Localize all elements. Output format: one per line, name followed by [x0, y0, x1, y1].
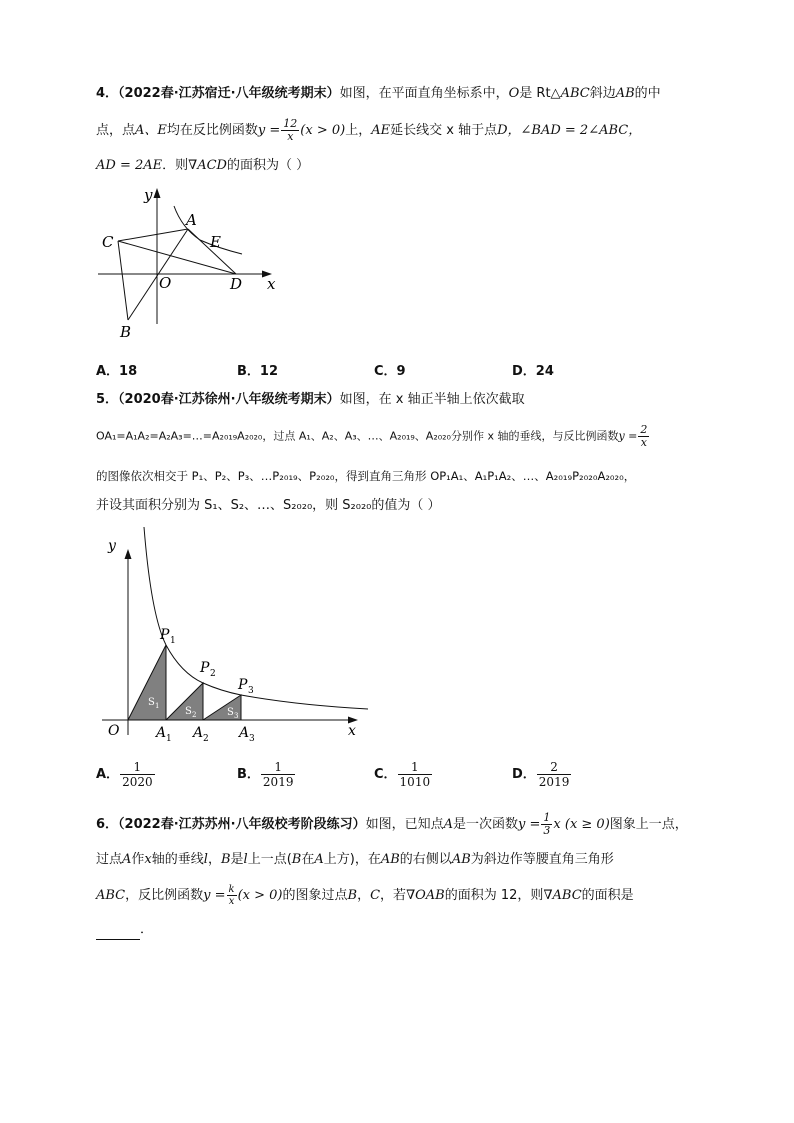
q6-math: l: [243, 852, 248, 867]
label-s1-sub: 1: [155, 702, 160, 710]
q4-line-1: [96, 84, 661, 104]
q4-text: ．则: [162, 158, 189, 173]
label-x: x: [267, 275, 276, 293]
label-s1: S: [148, 697, 155, 708]
q5-choice-d[interactable]: [512, 760, 572, 789]
q4-line-3: [96, 156, 309, 176]
choice-letter: C．: [374, 767, 397, 782]
q6-math: AB: [380, 852, 400, 867]
label-a2-sub: 2: [203, 734, 209, 744]
q6-math: AB: [451, 852, 471, 867]
q6-text: 如图，已知点: [365, 817, 444, 832]
fraction-numerator: 2: [537, 760, 572, 775]
q5-line-4: 并设其面积分别为 S₁、S₂、…、S₂₀₂₀，则 S₂₀₂₀的值为（ ）: [96, 498, 441, 513]
choice-fraction: [261, 760, 296, 789]
label-s2-sub: 2: [192, 711, 197, 719]
choice-letter: A．: [96, 767, 120, 782]
q5-line-3: 的图像依次相交于 P₁、P₂、P₃、…P₂₀₁₉、P₂₀₂₀，得到直角三角形 OP₁A₁、A₁P₁A₂、…、A₂₀₁₉P₂₀₂₀A₂₀₂₀，: [96, 469, 636, 483]
choice-letter: B．: [237, 767, 260, 782]
hyperbola-curve: [144, 527, 368, 709]
q6-text: 过点: [96, 852, 123, 867]
label-s2: S: [185, 706, 192, 717]
q6-text: ．: [140, 922, 154, 937]
y-axis-arrow-icon: [125, 549, 132, 559]
label-p1-sub: 1: [170, 636, 176, 646]
q4-math: ，∠BAD = 2∠ABC，: [507, 123, 642, 138]
q4-text: 点，点: [96, 123, 136, 138]
label-s3: S: [227, 707, 234, 718]
q6-math: B: [291, 852, 302, 867]
q4-figure: [90, 182, 290, 342]
label-a2: A: [193, 725, 204, 741]
q6-text: ，: [357, 888, 371, 903]
q6-math: ABC: [96, 888, 126, 903]
q6-text: ，反比例函数: [125, 888, 204, 903]
fraction-denominator: 3: [543, 824, 551, 837]
q6-math: x: [144, 852, 152, 867]
q6-text: 作: [131, 852, 145, 867]
q6-number: 6．: [96, 817, 119, 832]
q6-func-cond: (x > 0): [237, 888, 283, 903]
label-e: E: [210, 233, 221, 251]
q6-text: 为斜边作等腰直角三角形: [470, 852, 614, 867]
q6-math: ∇OAB: [406, 888, 445, 903]
q4-source: （2022春·江苏宿迁·八年级统考期末）: [118, 86, 340, 101]
choice-fraction: [537, 760, 572, 789]
q4-math: ABC: [560, 86, 590, 101]
q6-line-1: [96, 812, 688, 837]
fraction-numerator: 1: [120, 760, 155, 775]
q5-line-1: [96, 390, 525, 410]
q4-func-cond: (x > 0): [300, 123, 346, 138]
choice-letter: D．: [512, 767, 536, 782]
q4-math: A、E: [135, 123, 167, 138]
q6-line-4: [96, 920, 153, 940]
q6-text: 的图象过点: [282, 888, 348, 903]
q6-math: A: [122, 852, 132, 867]
fraction-numerator: 1: [543, 811, 551, 824]
q4-choice-b[interactable]: B．12: [237, 364, 278, 379]
choice-fraction: [398, 760, 433, 789]
label-c: C: [102, 233, 114, 251]
q6-func: y =: [203, 888, 226, 903]
q6-text: 是一次函数: [453, 817, 519, 832]
q4-func: y =: [257, 123, 281, 138]
q6-text: ，: [207, 852, 221, 867]
label-a3-sub: 3: [249, 734, 255, 744]
label-p2: P: [200, 660, 210, 676]
q5-figure: [96, 525, 376, 750]
q6-line-2: [96, 850, 614, 870]
q4-text: 的面积为（ ）: [226, 158, 310, 173]
label-d: D: [230, 275, 243, 293]
fraction-denominator: 2020: [122, 775, 153, 789]
q5-number: 5．: [96, 392, 119, 407]
label-y: y: [144, 186, 153, 204]
q6-math: l: [203, 852, 208, 867]
label-a1-sub: 1: [166, 734, 172, 744]
label-b: B: [120, 323, 132, 341]
q4-math: O: [508, 86, 520, 101]
q5-choice-a[interactable]: [96, 760, 156, 789]
q6-text: 上方)，在: [323, 852, 381, 867]
q4-math: AE: [371, 123, 391, 138]
label-a: A: [186, 211, 197, 229]
q4-fraction: [281, 118, 299, 143]
q4-choice-c[interactable]: C．9: [374, 364, 406, 379]
fraction-denominator: x: [640, 436, 648, 449]
q6-math: A: [443, 817, 454, 832]
q6-text: 是: [230, 852, 244, 867]
label-p3: P: [238, 677, 248, 693]
q5-func: y =: [618, 429, 638, 443]
q4-choice-d[interactable]: D．24: [512, 364, 554, 379]
q6-math: B: [347, 888, 358, 903]
fraction-denominator: x: [287, 130, 294, 143]
q5-choice-c[interactable]: [374, 760, 433, 789]
q4-text: 斜边: [589, 86, 616, 101]
q4-math: AB: [615, 86, 635, 101]
q6-text: 的面积是: [581, 888, 634, 903]
q5-fraction: [638, 424, 649, 449]
q4-choice-a[interactable]: A．18: [96, 364, 138, 379]
answer-blank[interactable]: [96, 925, 140, 940]
segment-ca: [118, 229, 188, 241]
fraction-denominator: 1010: [399, 775, 431, 789]
label-s3-sub: 3: [234, 712, 239, 720]
q5-text: OA₁=A₁A₂=A₂A₃=…=A₂₀₁₉A₂₀₂₀，过点 A₁、A₂、A₃、…、A₂₀₁₉、A₂₀₂₀分别作 x 轴的垂线，与反比例函数: [96, 429, 619, 443]
q6-line-3: [96, 884, 634, 907]
q5-line-2: [96, 424, 650, 449]
fraction-numerator: k: [228, 884, 235, 895]
q4-line-2: [96, 118, 641, 143]
q6-math: ∇ABC: [543, 888, 582, 903]
label-o: O: [108, 723, 120, 739]
q6-source: （2022春·江苏苏州·八年级校考阶段练习）: [118, 817, 366, 832]
fraction-numerator: 1: [398, 760, 433, 775]
q4-math: ∇ACD: [188, 158, 227, 173]
q4-number: 4．: [96, 86, 119, 101]
q4-text: 的中: [634, 86, 661, 101]
q6-func-tail: x (x ≥ 0): [553, 817, 610, 832]
q6-text: 图象上一点，: [609, 817, 688, 832]
q6-fraction: [541, 812, 552, 837]
label-p1: P: [160, 627, 170, 643]
label-y: y: [108, 538, 116, 554]
q6-text: 上一点(: [247, 852, 292, 867]
q5-source: （2020春·江苏徐州·八年级统考期末）: [118, 392, 340, 407]
segment-cb: [118, 241, 128, 320]
label-a1: A: [156, 725, 167, 741]
q4-text: 上，: [345, 123, 372, 138]
q6-math: B: [220, 852, 231, 867]
q6-func: y =: [518, 817, 541, 832]
label-x: x: [348, 723, 356, 739]
fraction-numerator: 1: [261, 760, 296, 775]
label-o: O: [159, 274, 172, 292]
q6-text: ，若: [380, 888, 407, 903]
q6-text: 的面积为 12，则: [444, 888, 544, 903]
q6-math: C: [370, 888, 381, 903]
fraction-denominator: x: [228, 896, 235, 907]
q5-text: 如图，在 x 轴正半轴上依次截取: [339, 392, 525, 407]
q6-text: 的右侧以: [399, 852, 452, 867]
y-axis-arrow-icon: [154, 188, 161, 198]
label-p3-sub: 3: [248, 686, 254, 696]
fraction-denominator: 2019: [262, 775, 294, 789]
q6-fraction-k: [227, 884, 237, 907]
label-p2-sub: 2: [210, 669, 216, 679]
q6-text: 轴的垂线: [151, 852, 204, 867]
q4-text: 均在反比例函数: [166, 123, 258, 138]
q4-math: AD = 2AE: [96, 158, 163, 173]
q4-text: 是 Rt△: [519, 86, 561, 101]
q4-math: D: [497, 123, 508, 138]
q4-text: 如图，在平面直角坐标系中，: [339, 86, 509, 101]
choice-fraction: [120, 760, 155, 789]
fraction-denominator: 2019: [538, 775, 570, 789]
q4-text: 延长线交 x 轴于点: [390, 123, 498, 138]
q5-choice-b[interactable]: [237, 760, 296, 789]
fraction-numerator: 12: [283, 117, 298, 130]
fraction-numerator: 2: [640, 423, 648, 436]
q6-math: A: [314, 852, 324, 867]
q6-text: 在: [301, 852, 315, 867]
label-a3: A: [239, 725, 250, 741]
triangle-s1: [128, 645, 166, 720]
